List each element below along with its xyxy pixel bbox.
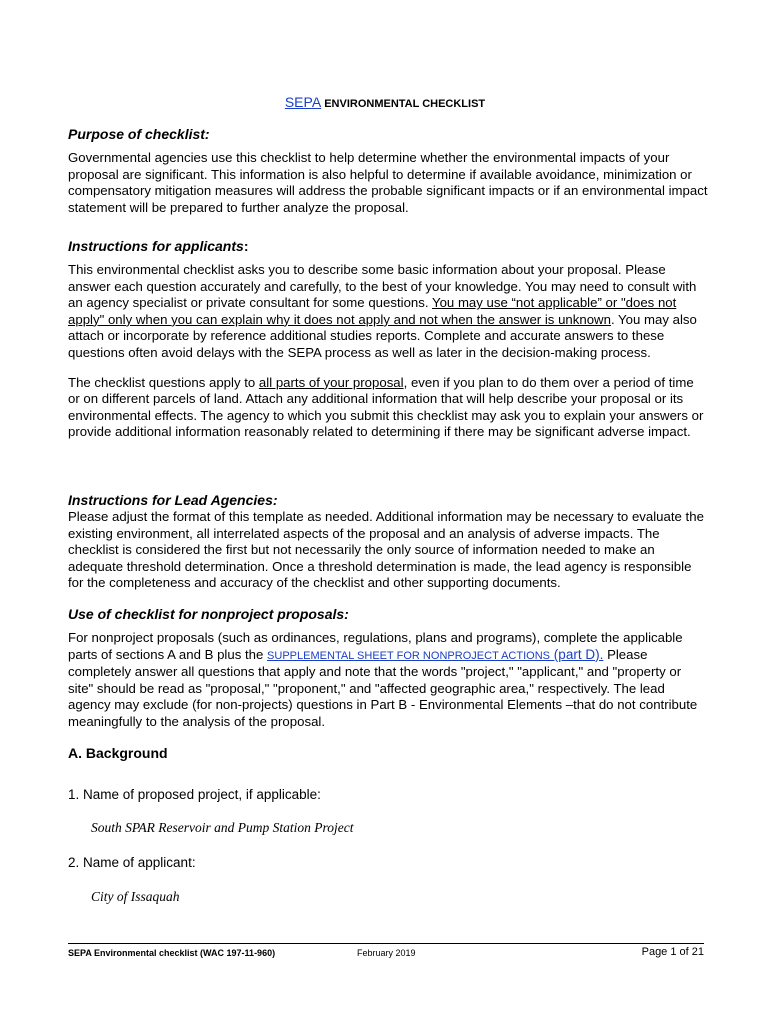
purpose-body: Governmental agencies use this checklist to help determine whether the environmental impacts of your proposal are significant. This information is also helpful to determine if available avoidance, minimization or compensatory mitigation measures will address the probable significant impacts or if an environmental impact statement will be prepared to further analyze the proposal. [68,150,708,215]
applicants-paragraph-2: The checklist questions apply to all parts of your proposal, even if you plan to do them over a period of time or on different parcels of land. Attach any additional information that will help describe your proposal or its environmental effects. The agency to which you submit this checklist may ask you to explain your answers or provide additional information reasonably related to determining if there may be significant adverse impact. [68,374,704,440]
answer-2-value: City of Issaquah [91,889,180,904]
purpose-section [68,126,708,216]
lead-agencies-heading: Instructions for Lead Agencies: [68,492,278,508]
purpose-heading: Purpose of checklist: [68,126,210,142]
question-1-label: 1. Name of proposed project, if applicable: [68,787,321,802]
footer-page-number: Page 1 of 21 [641,946,704,958]
answer-1-value: South SPAR Reservoir and Pump Station Project [91,820,354,835]
applicants-section [68,238,708,441]
sepa-link[interactable]: SEPA [284,94,322,110]
lead-agencies-section [68,492,708,592]
background-section [68,745,708,761]
page-title [0,94,770,110]
lead-agencies-body: Please adjust the format of this template as needed. Additional information may be necessary to evaluate the existing environment, all interrelated aspects of the proposal and an analysis of adverse impacts. The checklist is considered the first but not necessarily the only source of information needed to make an adequate threshold determination. Once a threshold determination is made, the lead agency is responsible for the completeness and accuracy of the checklist and other supporting documents. [68,509,704,591]
nonproject-section [68,606,708,731]
footer-date: February 2019 [357,948,416,958]
background-heading: A. Background [68,745,168,761]
nonproject-body: For nonproject proposals (such as ordinances, regulations, plans and programs), complete the applicable parts of sections A and B plus the SUPPLEMENTAL SHEET FOR NONPROJECT ACTIONS (part D). Please completely answer all questions that apply and note that the words "project," "applicant," and "property or site" should be read as "proposal," "proponent," and "affected geographic area," respectively. The lead agency may exclude (for non-projects) questions in Part B - Environmental Elements –that do not contribute meaningfully to the analysis of the proposal. [68,630,698,729]
supplemental-sheet-link[interactable]: SUPPLEMENTAL SHEET FOR NONPROJECT ACTIONS [267,649,551,662]
part-d-link[interactable]: (part D). [550,646,604,662]
answer-1 [91,820,731,836]
question-2-label: 2. Name of applicant: [68,855,196,870]
footer-form-name: SEPA Environmental checklist (WAC 197-11-960) [68,948,276,958]
title-text: ENVIRONMENTAL CHECKLIST [321,98,486,110]
question-2 [68,855,708,870]
applicants-paragraph-1: This environmental checklist asks you to describe some basic information about your proposal. Please answer each question accurately and carefully, to the best of your knowledge. You may need to consult with an agency specialist or private consultant for some questions. You may use “not applicable” or "does not apply" only when you can explain why it does not apply and not when the answer is unknown. You may also attach or incorporate by reference additional studies reports. Complete and accurate answers to these questions often avoid delays with the SEPA process as well as later in the decision-making process. [68,262,697,360]
nonproject-heading: Use of checklist for nonproject proposals: [68,606,349,622]
applicants-heading: Instructions for applicants: [68,238,249,254]
question-1 [68,787,708,802]
answer-2 [91,889,731,905]
footer-divider [68,943,704,944]
